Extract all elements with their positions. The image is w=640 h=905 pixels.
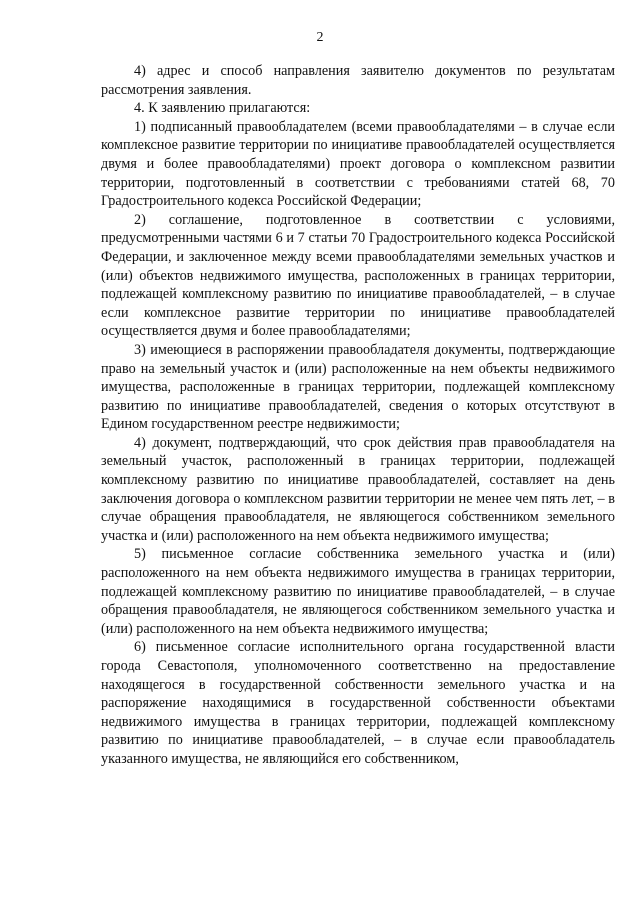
paragraph-item-4: 4) адрес и способ направления заявителю документов по результатам рассмотрения заявления. [101, 63, 615, 98]
paragraph-attachment-2: 2) соглашение, подготовленное в соответствии с условиями, предусмотренными частями 6 и 7 статьи 70 Градостроительного кодекса Российской Федерации, и заключенное между всеми правообладателями земельных участков и (или) объектов недвижимого имущества, расположенных в границах территории, подлежащей комплексному развитию по инициативе правообладателей, – в случае если комплексное развитие территории по инициативе правообладателей осуществляется двумя и более правообладателями; [101, 211, 615, 340]
paragraph-attachment-3: 3) имеющиеся в распоряжении правообладателя документы, подтверждающие право на земельный участок и (или) расположенные на нем объекты недвижимого имущества, расположенные в границах территории, подлежащей комплексному развитию по инициативе правообладателей, сведения о которых отсутствуют в Едином государственном реестре недвижимости; [101, 341, 615, 433]
paragraph-attachment-4: 4) документ, подтверждающий, что срок действия прав правообладателя на земельный участок, расположенный в границах территории, подлежащей комплексному развитию по инициативе правообладателей, составляет на день заключения договора о комплексном развитии территории не менее чем пять лет, – в случае обращения правообладателя, не являющегося собственником земельного участка и (или) расположенного на нем объекта недвижимого имущества; [101, 434, 615, 544]
document-body [101, 62, 615, 769]
paragraph-attachment-1: 1) подписанный правообладателем (всеми правообладателями – в случае если комплексное развитие территории по инициативе правообладателей осуществляется двумя и более правообладателями) проект договора о комплексном развитии территории, подготовленный в соответствии с требованиями статей 68, 70 Градостроительного кодекса Российской Федерации; [101, 118, 615, 210]
paragraph-attachment-6: 6) письменное согласие исполнительного органа государственной власти города Севастополя, уполномоченного соответственно на предоставление находящегося в государственной собственности земельного участка и на распоряжение находящимися в государственной собственности объектами недвижимого имущества в границах территории, подлежащей комплексному развитию по инициативе правообладателей, – в случае если правообладатель указанного имущества, не являющийся его собственником, [101, 639, 615, 767]
page-number: 2 [316, 30, 324, 45]
paragraph-section-4-heading: 4. К заявлению прилагаются: [134, 100, 311, 117]
paragraph-attachment-5: 5) письменное согласие собственника земельного участка и (или) расположенного на нем объекта недвижимого имущества в границах территории, подлежащей комплексному развитию по инициативе правообладателей, – в случае обращения правообладателя, не являющегося собственником земельного участка и (или) расположенного на нем объекта недвижимого имущества; [101, 546, 615, 637]
